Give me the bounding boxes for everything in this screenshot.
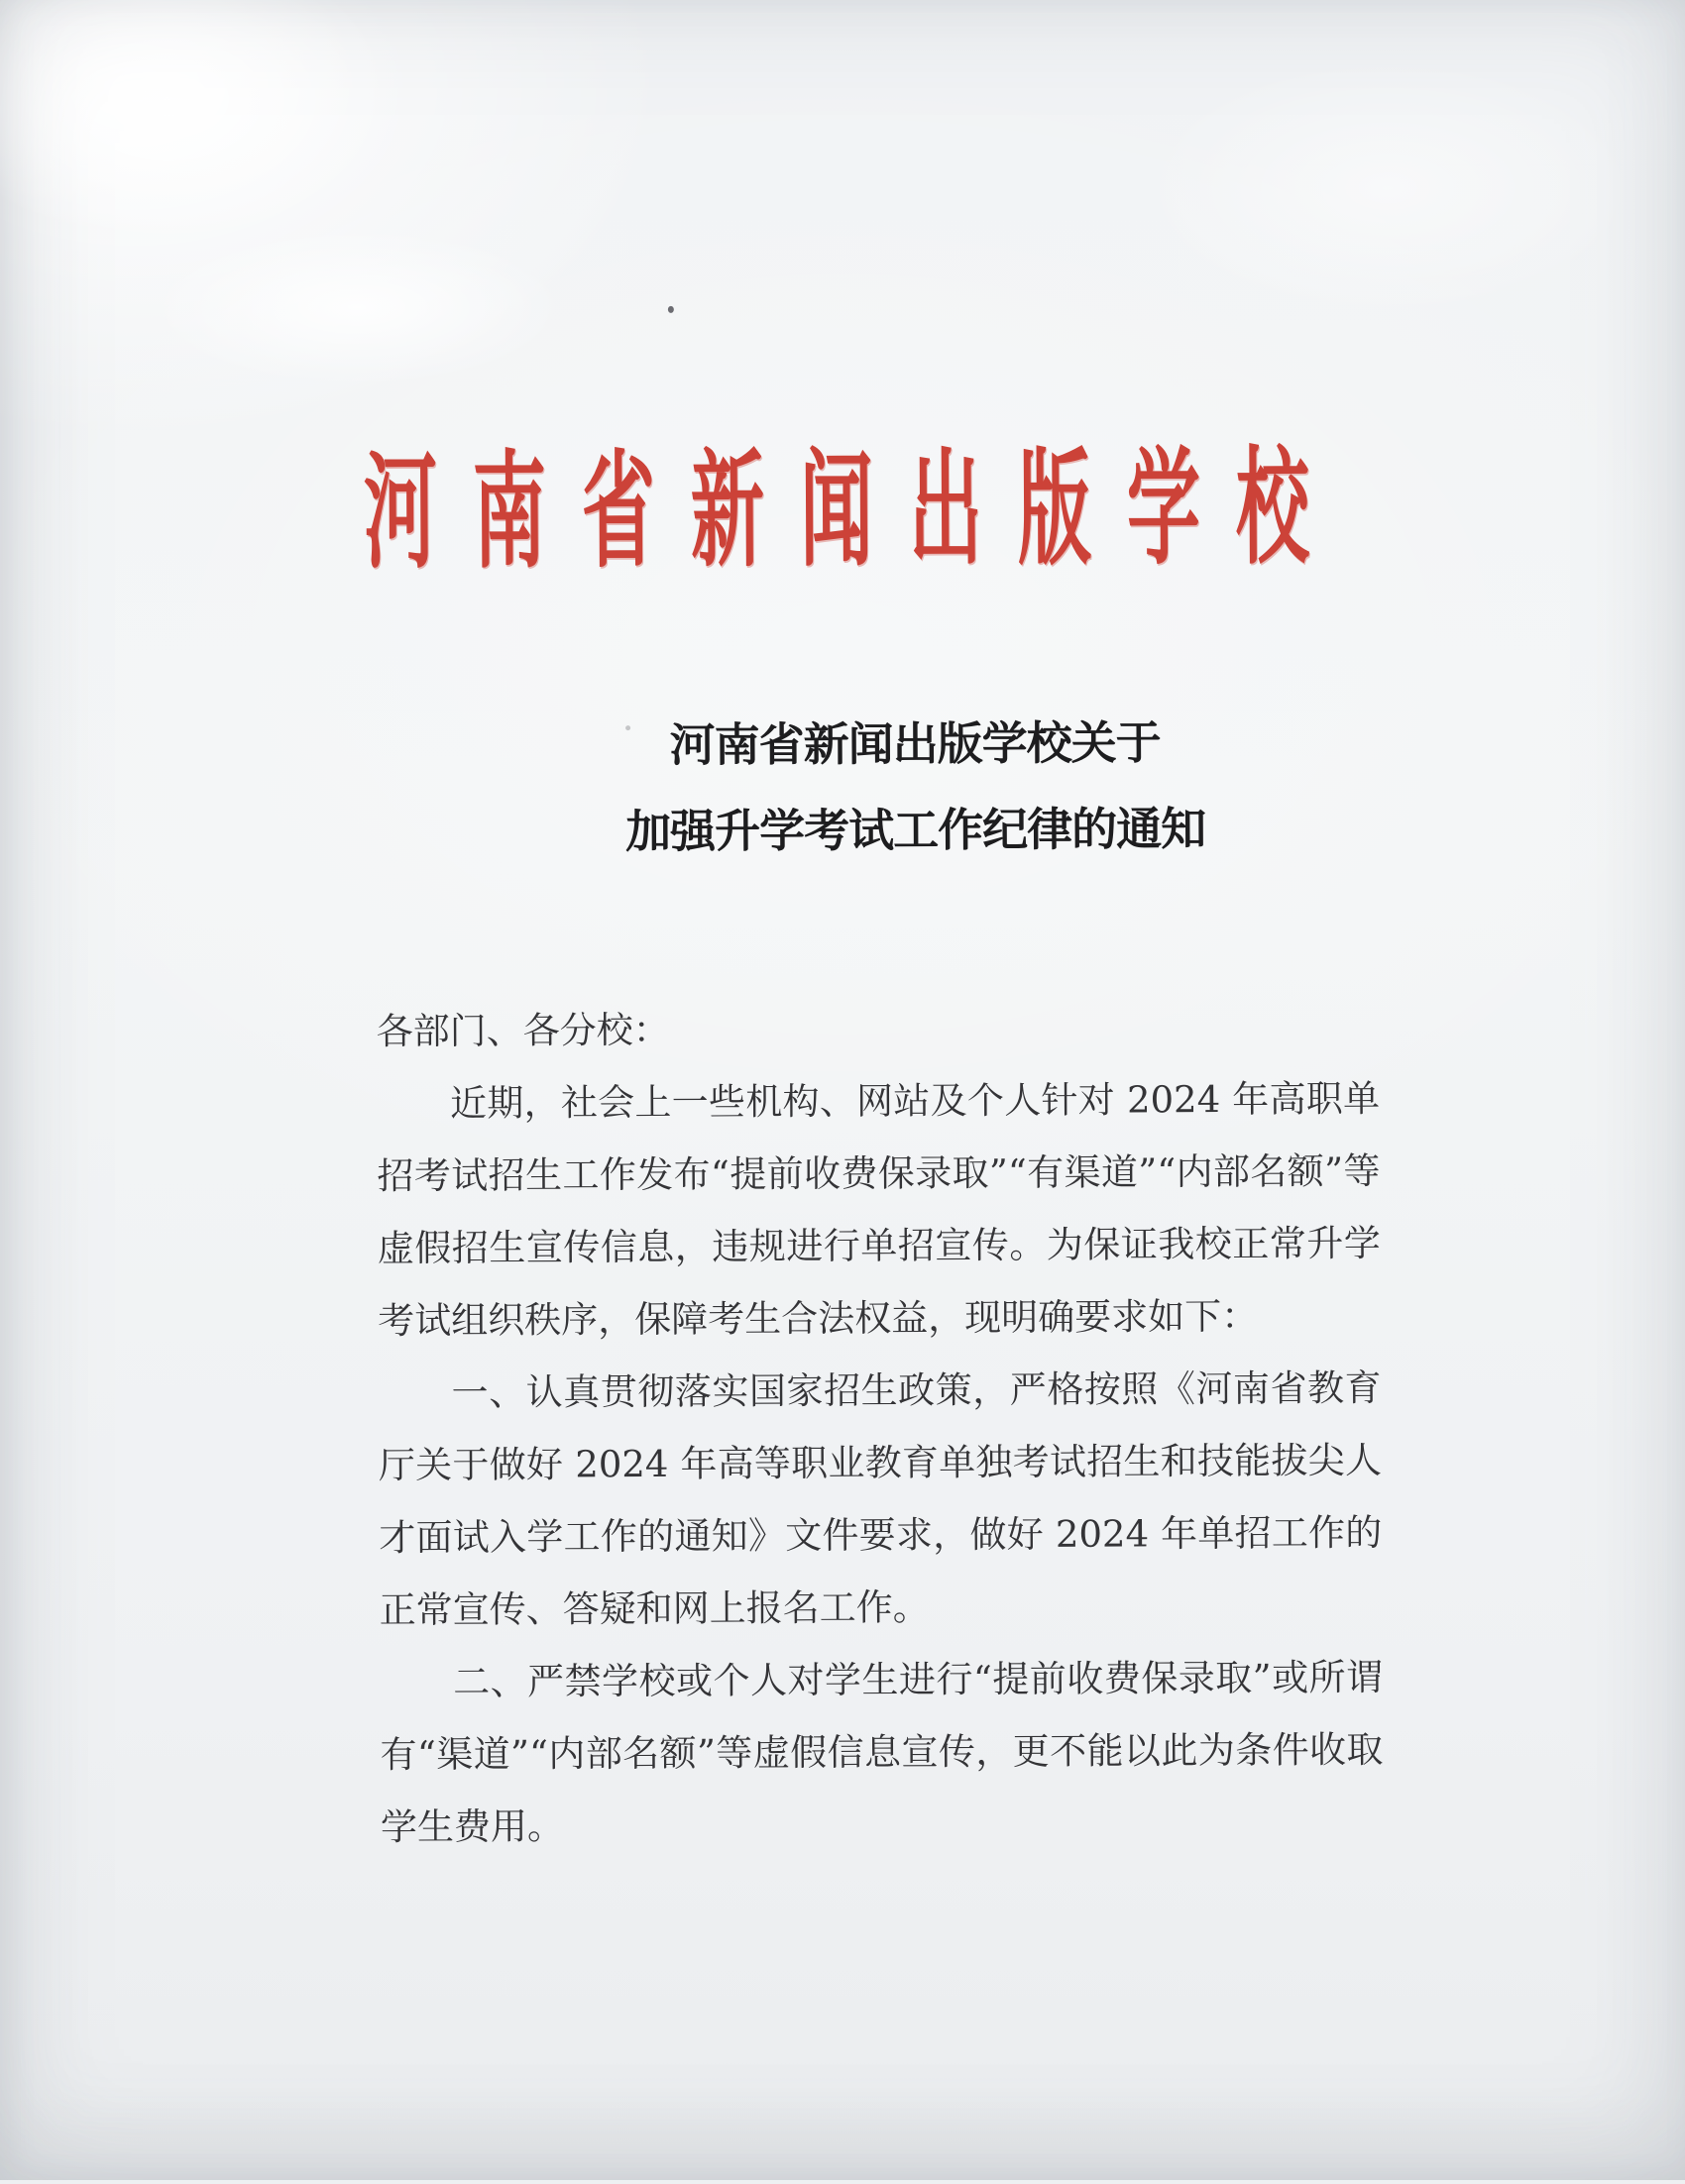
paragraph-1: 近期，社会上一些机构、网站及个人针对 2024 年高职单招考试招生工作发布“提前收费保录取”“有渠道”“内部名额”等虚假招生宣传信息，违规进行单招宣传。为保证我校正常升学考试组织秩序，保障考生合法权益，现明确要求如下： [377,1077,1381,1343]
scan-speck [625,725,630,730]
letterhead-school-name: 河南省新闻出版学校 [363,435,1346,588]
document-title-line1: 河南省新闻出版学校关于 [669,715,1161,772]
document-body [376,990,1384,1863]
salutation: 各部门、各分校： [376,1008,670,1053]
document-title [414,699,1416,876]
paragraph-3: 二、严禁学校或个人对学生进行“提前收费保录取”或所谓有“渠道”“内部名额”等虚假信息宣传，更不能以此为条件收取学生费用。 [380,1656,1384,1849]
paragraph-2: 一、认真贯彻落实国家招生政策，严格按照《河南省教育厅关于做好 2024 年高等职业教育单独考试招生和技能拔尖人才面试入学工作的通知》文件要求，做好 2024 年单招工作的正常宣传、答疑和网上报名工作。 [378,1366,1383,1632]
scan-speck [668,306,674,313]
document-title-line2: 加强升学考试工作纪律的通知 [624,802,1206,859]
